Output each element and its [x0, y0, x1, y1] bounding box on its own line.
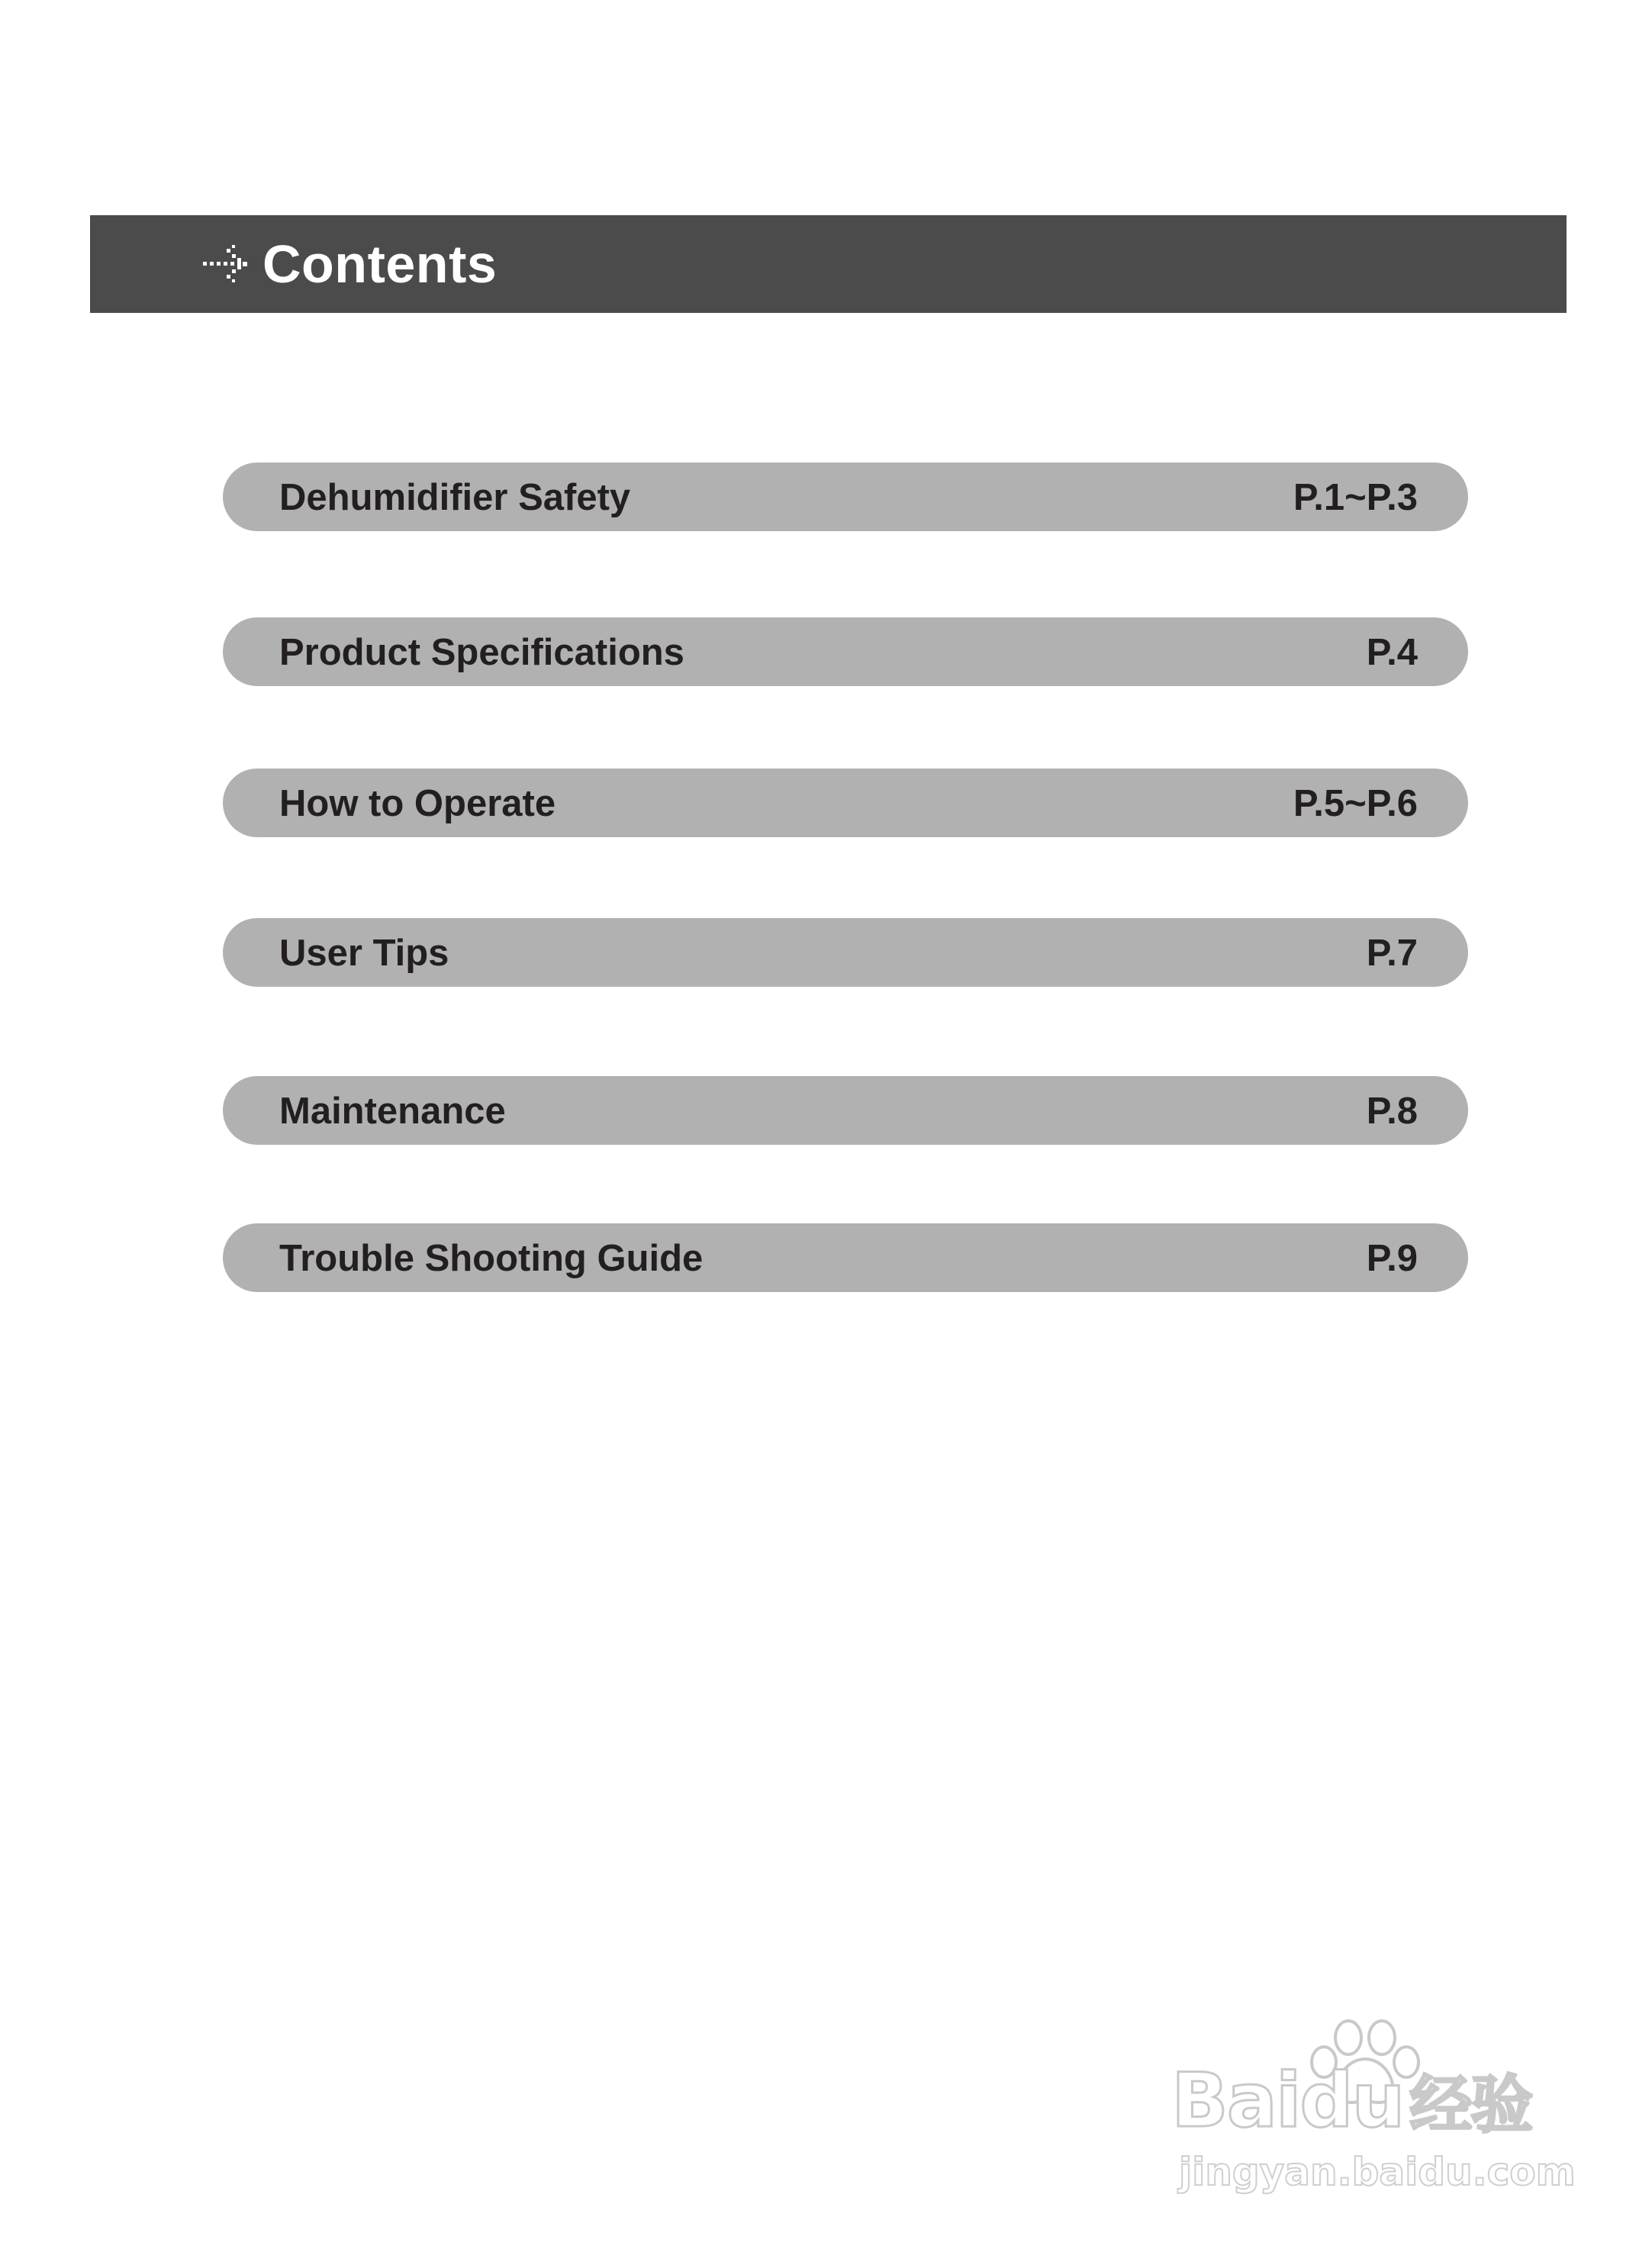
toc-item-trouble-shooting-guide[interactable] — [223, 1223, 1468, 1292]
toc-item-user-tips[interactable] — [223, 918, 1468, 987]
toc-item-page: P.1~P.3 — [1293, 477, 1418, 518]
toc-item-how-to-operate[interactable] — [223, 769, 1468, 837]
watermark-url: jingyan.baidu.com — [1179, 2150, 1576, 2194]
toc-item-label: Maintenance — [279, 1091, 506, 1132]
page-title: Contents — [262, 234, 498, 294]
toc-item-maintenance[interactable] — [223, 1076, 1468, 1145]
toc-item-page: P.7 — [1366, 933, 1418, 974]
watermark-brand-cn: 经验 — [1409, 2069, 1532, 2141]
toc-item-page: P.9 — [1366, 1238, 1418, 1279]
toc-item-label: How to Operate — [279, 783, 556, 824]
toc-item-product-specifications[interactable] — [223, 617, 1468, 686]
toc-item-label: User Tips — [279, 933, 449, 974]
watermark-brand-suffix: du — [1299, 2058, 1404, 2145]
toc-item-label: Trouble Shooting Guide — [279, 1238, 704, 1279]
watermark-brand — [1171, 2059, 1531, 2143]
toc-item-dehumidifier-safety[interactable] — [223, 462, 1468, 531]
baidu-watermark — [1171, 2015, 1576, 2198]
dotted-arrow-icon — [203, 243, 253, 285]
toc-item-label: Dehumidifier Safety — [279, 477, 631, 518]
watermark-brand-text: Bai — [1171, 2058, 1300, 2145]
toc-item-page: P.8 — [1366, 1091, 1418, 1132]
toc-item-page: P.4 — [1366, 632, 1418, 673]
toc-item-page: P.5~P.6 — [1293, 783, 1418, 824]
toc-item-label: Product Specifications — [279, 632, 684, 673]
